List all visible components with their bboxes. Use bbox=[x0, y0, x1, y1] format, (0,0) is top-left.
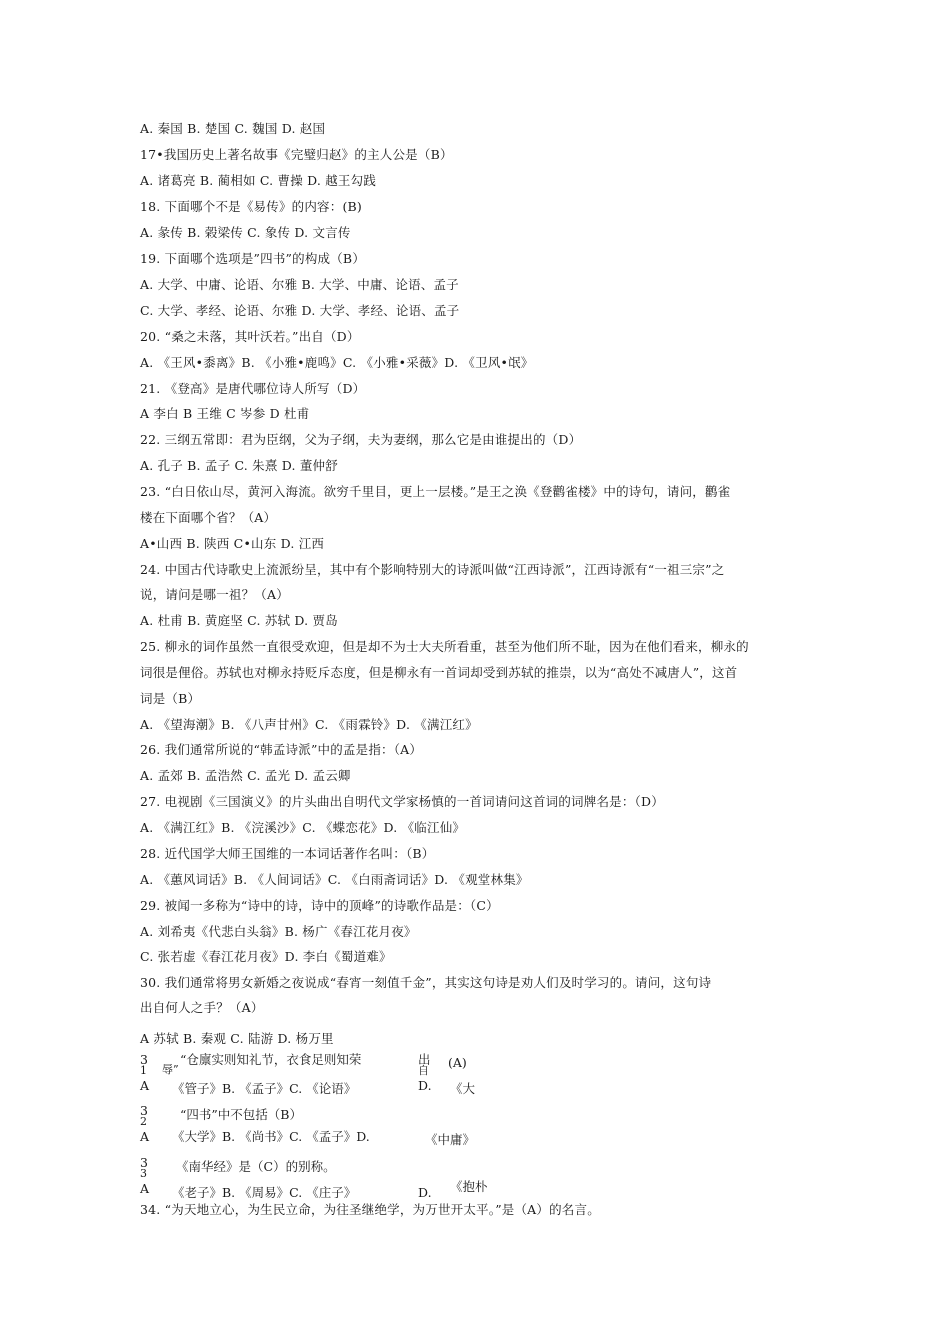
option-fragment: 《抱朴 bbox=[450, 1179, 488, 1194]
option-label-fragment: D. bbox=[418, 1078, 432, 1093]
text-line: 词是（B） bbox=[140, 691, 201, 706]
text-line: A. 诸葛亮 B. 蔺相如 C. 曹操 D. 越王勾践 bbox=[140, 173, 377, 188]
text-line: A. 刘希夷《代悲白头翁》B. 杨广《春江花月夜》 bbox=[140, 924, 417, 939]
answer-fragment: (A) bbox=[448, 1055, 467, 1070]
text-line: 出自何人之手？（A） bbox=[140, 1000, 264, 1015]
text-fragment: 辱” bbox=[162, 1063, 179, 1076]
options-fragment: 《大学》B. 《尚书》C. 《孟子》D. bbox=[172, 1129, 370, 1144]
text-line: 19. 下面哪个选项是”四书”的构成（B） bbox=[140, 251, 366, 266]
text-line: 18. 下面哪个不是《易传》的内容：(B) bbox=[140, 199, 362, 214]
question-number-fragment: 2 bbox=[140, 1115, 147, 1128]
text-line: 27. 电视剧《三国演义》的片头曲出自明代文学家杨慎的一首词请问这首词的词牌名是：（D） bbox=[140, 794, 664, 809]
text-line: A. 孟郊 B. 孟浩然 C. 孟光 D. 孟云卿 bbox=[140, 768, 351, 783]
text-fragment: 自 bbox=[418, 1064, 429, 1077]
question-text-fragment: 《南华经》是（C）的别称。 bbox=[176, 1159, 336, 1174]
question-number-fragment: 3 bbox=[140, 1167, 147, 1180]
text-line: A•山西 B. 陕西 C•山东 D. 江西 bbox=[140, 536, 325, 551]
option-label-fragment: A bbox=[140, 1129, 150, 1144]
question-text-fragment: “仓廪实则知礼节，衣食足则知荣 bbox=[180, 1052, 362, 1067]
text-line: 26. 我们通常所说的“韩孟诗派”中的孟是指：（A） bbox=[140, 742, 423, 757]
option-label-fragment: A bbox=[140, 1078, 150, 1093]
text-line: A. 《蕙风词话》B. 《人间词话》C. 《白雨斋词话》D. 《观堂林集》 bbox=[140, 872, 529, 887]
option-label-fragment: A bbox=[140, 1181, 150, 1196]
text-line: 词很是俚俗。苏轼也对柳永持贬斥态度，但是柳永有一首词却受到苏轼的推崇，以为“高处不减唐人”，这首 bbox=[140, 665, 738, 680]
text-line: C. 大学、孝经、论语、尔雅 D. 大学、孝经、论语、孟子 bbox=[140, 303, 460, 318]
text-line: A. 孔子 B. 孟子 C. 朱熹 D. 董仲舒 bbox=[140, 458, 338, 473]
text-line: 25. 柳永的词作虽然一直很受欢迎，但是却不为士大夫所看重，甚至为他们所不耻，因为在他们看来，柳永的 bbox=[140, 639, 749, 654]
text-line: A. 秦国 B. 楚国 C. 魏国 D. 赵国 bbox=[140, 121, 326, 136]
text-line: A. 彖传 B. 榖梁传 C. 象传 D. 文言传 bbox=[140, 225, 351, 240]
text-line: A. 杜甫 B. 黄庭坚 C. 苏轼 D. 贾岛 bbox=[140, 613, 338, 628]
text-line: 34. “为天地立心，为生民立命，为往圣继绝学，为万世开太平。”是（A）的名言。 bbox=[140, 1202, 600, 1217]
text-line: C. 张若虚《春江花月夜》D. 李白《蜀道难》 bbox=[140, 949, 392, 964]
text-line: 22. 三纲五常即：君为臣纲，父为子纲，夫为妻纲，那么它是由谁提出的（D） bbox=[140, 432, 582, 447]
question-text-fragment: “四书”中不包括（B） bbox=[180, 1107, 302, 1122]
text-line: 24. 中国古代诗歌史上流派纷呈，其中有个影响特别大的诗派叫做“江西诗派”，江西诗派有“一祖三宗”之 bbox=[140, 562, 725, 577]
options-fragment: 《管子》B. 《孟子》C. 《论语》 bbox=[172, 1081, 357, 1096]
text-line: A. 《王风•黍离》B. 《小雅•鹿鸣》C. 《小雅•采薇》D. 《卫风•氓》 bbox=[140, 355, 534, 370]
text-line: 30. 我们通常将男女新婚之夜说成“春宵一刻值千金”，其实这句诗是劝人们及时学习的。请问，这句诗 bbox=[140, 975, 712, 990]
text-line: A. 《满江红》B. 《浣溪沙》C. 《蝶恋花》D. 《临江仙》 bbox=[140, 820, 466, 835]
text-line: A. 《望海潮》B. 《八声甘州》C. 《雨霖铃》D. 《满江红》 bbox=[140, 717, 478, 732]
question-number-fragment: 1 bbox=[140, 1064, 147, 1077]
text-line: 说，请问是哪一祖？（A） bbox=[140, 587, 289, 602]
question-number-fragment: 3 bbox=[140, 1155, 148, 1170]
question-number-fragment: 3 bbox=[140, 1103, 148, 1118]
text-line: 21. 《登高》是唐代哪位诗人所写（D） bbox=[140, 381, 366, 396]
option-label-fragment: D. bbox=[418, 1185, 432, 1200]
option-fragment: 《中庸》 bbox=[425, 1132, 476, 1147]
text-line: 23. “白日依山尽，黄河入海流。欲穷千里目，更上一层楼。”是王之涣《登鹳雀楼》中的诗句，请问，鹳雀 bbox=[140, 484, 731, 499]
text-line: 29. 被闻一多称为“诗中的诗，诗中的顶峰”的诗歌作品是：（C） bbox=[140, 898, 499, 913]
question-number-fragment: 3 bbox=[140, 1052, 148, 1067]
text-line: A. 大学、中庸、论语、尔雅 B. 大学、中庸、论语、孟子 bbox=[140, 277, 459, 292]
text-line: 28. 近代国学大师王国维的一本词话著作名叫：（B） bbox=[140, 846, 435, 861]
option-fragment: 《大 bbox=[450, 1081, 476, 1096]
text-line: A 李白 B 王维 C 岑参 D 杜甫 bbox=[140, 406, 310, 421]
text-line: 20. “桑之未落，其叶沃若。”出自（D） bbox=[140, 329, 360, 344]
options-fragment: 《老子》B. 《周易》C. 《庄子》 bbox=[172, 1185, 357, 1200]
text-line: A 苏轼 B. 秦观 C. 陆游 D. 杨万里 bbox=[140, 1031, 334, 1046]
text-line: 楼在下面哪个省？（A） bbox=[140, 510, 277, 525]
text-fragment: 出 bbox=[418, 1052, 431, 1067]
text-line: 17•我国历史上著名故事《完璧归赵》的主人公是（B） bbox=[140, 147, 453, 162]
